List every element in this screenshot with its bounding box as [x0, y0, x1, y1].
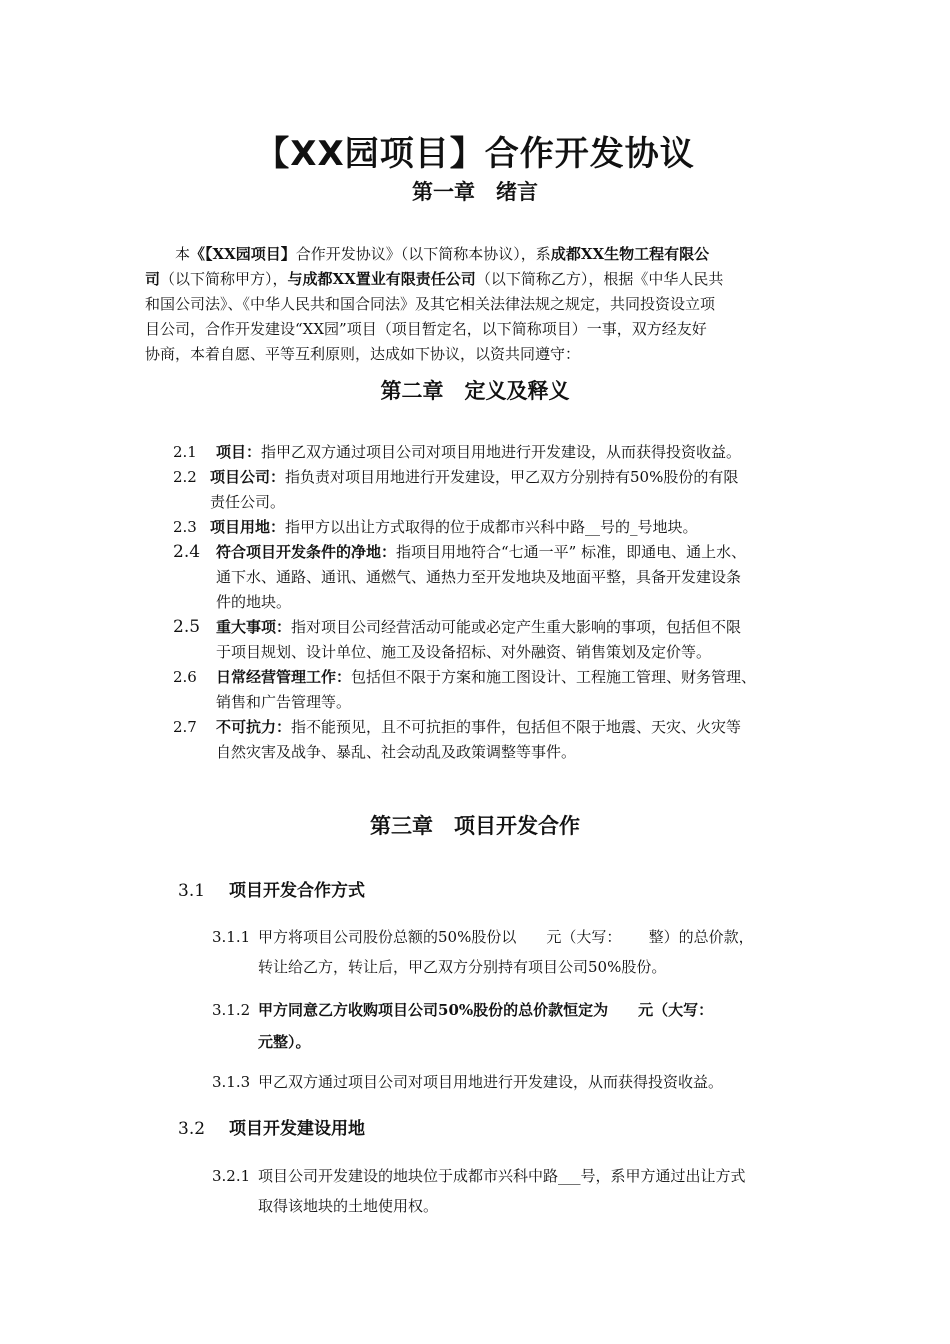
- party-a-name: 成都XX生物工程有限公: [550, 245, 710, 263]
- definition-item: [210, 515, 698, 540]
- intro-text: 本: [175, 245, 191, 263]
- agreement-name: 《【XX园项目】: [190, 245, 296, 263]
- intro-text: （以下简称甲方），: [160, 270, 288, 288]
- definition-term: 符合项目开发条件的净地：: [216, 543, 397, 561]
- definition-text: 指甲方以出让方式取得的位于成都市兴科中路__号的_号地块。: [285, 518, 698, 536]
- intro-line-5: 协商，本着自愿、平等互利原则，达成如下协议，以资共同遵守：: [145, 345, 581, 363]
- section-3-2-heading: [178, 1114, 365, 1139]
- chapter-1-heading: 第一章 绪言: [412, 179, 538, 204]
- intro-line-3: 和国公司法》、《中华人民共和国合同法》及其它相关法律法规之规定，共同投资设立项: [145, 295, 716, 313]
- definition-text: 件的地块。: [216, 593, 292, 611]
- item-number: 2.2: [173, 468, 197, 486]
- section-title: 项目开发建设用地: [229, 1119, 366, 1139]
- definition-item: [216, 615, 741, 640]
- definition-term: 重大事项：: [216, 618, 292, 636]
- definition-text: 指不能预见，且不可抗拒的事件，包括但不限于地震、天灾、火灾等: [291, 718, 742, 736]
- section-title: 项目开发合作方式: [229, 881, 366, 901]
- definition-term: 项目用地：: [210, 518, 286, 536]
- item-number: 3.1.2: [212, 1001, 251, 1019]
- chapter-3-heading: 第三章 项目开发合作: [370, 813, 580, 838]
- clause-text: 甲方将项目公司股份总额的50%股份以 元（大写： 整）的总价款，: [258, 928, 754, 946]
- clause-text-bold: 甲方同意乙方收购项目公司50%股份的总价款恒定为 元（大写：: [258, 1001, 714, 1019]
- item-number: 2.3: [173, 518, 197, 536]
- intro-line-2: [145, 267, 723, 292]
- intro-line-1: [145, 242, 709, 267]
- section-number: 3.1: [178, 881, 206, 901]
- chapter-2-heading: 第二章 定义及释义: [380, 378, 570, 403]
- clause-text: 取得该地块的土地使用权。: [258, 1197, 439, 1215]
- party-a-name-cont: 司: [145, 270, 161, 288]
- item-number: 3.1.1: [212, 928, 251, 946]
- definition-item: [210, 465, 738, 490]
- clause-text-bold: 元整）。: [258, 1033, 311, 1051]
- definition-text: 指负责对项目用地进行开发建设，甲乙双方分别持有50%股份的有限: [285, 468, 739, 486]
- item-number: 2.1: [173, 443, 197, 461]
- intro-text: 合作开发协议》（以下简称本协议），系: [295, 245, 551, 263]
- item-number: 3.2.1: [212, 1167, 251, 1185]
- clause-text: 项目公司开发建设的地块位于成都市兴科中路___号，系甲方通过出让方式: [258, 1167, 746, 1185]
- item-number: 2.7: [173, 718, 197, 736]
- definition-text: 通下水、通路、通讯、通燃气、通热力至开发地块及地面平整，具备开发建设条: [216, 568, 742, 586]
- intro-line-4: 目公司，合作开发建设“XX园”项目（项目暂定名，以下简称项目）一事，双方经友好: [145, 320, 707, 338]
- item-number: 2.6: [173, 668, 197, 686]
- document-title: 【XX园项目】合作开发协议: [255, 134, 695, 174]
- item-number: 2.4: [173, 542, 201, 562]
- definition-text: 销售和广告管理等。: [216, 693, 352, 711]
- definition-text: 指对项目公司经营活动可能或必定产生重大影响的事项，包括但不限: [291, 618, 742, 636]
- definition-term: 项目公司：: [210, 468, 286, 486]
- definition-term: 项目：: [216, 443, 262, 461]
- definition-text: 责任公司。: [210, 493, 286, 511]
- definition-text: 包括但不限于方案和施工图设计、工程施工管理、财务管理、: [351, 668, 757, 686]
- definition-item: [216, 540, 746, 565]
- definition-term: 日常经营管理工作：: [216, 668, 352, 686]
- section-3-1-heading: [178, 876, 365, 901]
- clause-text: 甲乙双方通过项目公司对项目用地进行开发建设，从而获得投资收益。: [258, 1073, 724, 1091]
- definition-text: 指甲乙双方通过项目公司对项目用地进行开发建设，从而获得投资收益。: [261, 443, 742, 461]
- item-number: 3.1.3: [212, 1073, 251, 1091]
- definition-item: [216, 440, 741, 465]
- definition-item: [216, 665, 756, 690]
- intro-text: （以下简称乙方），根据《中华人民共: [475, 270, 724, 288]
- definition-text: 指项目用地符合“七通一平” 标准，即通电、通上水、: [396, 543, 747, 561]
- definition-item: [216, 715, 741, 740]
- section-number: 3.2: [178, 1119, 206, 1139]
- definition-term: 不可抗力：: [216, 718, 292, 736]
- definition-text: 自然灾害及战争、暴乱、社会动乱及政策调整等事件。: [216, 743, 577, 761]
- definition-text: 于项目规划、设计单位、施工及设备招标、对外融资、销售策划及定价等。: [216, 643, 712, 661]
- item-number: 2.5: [173, 617, 201, 637]
- clause-text: 转让给乙方，转让后，甲乙双方分别持有项目公司50%股份。: [258, 958, 667, 976]
- party-b-name: 与成都XX置业有限责任公司: [287, 270, 476, 288]
